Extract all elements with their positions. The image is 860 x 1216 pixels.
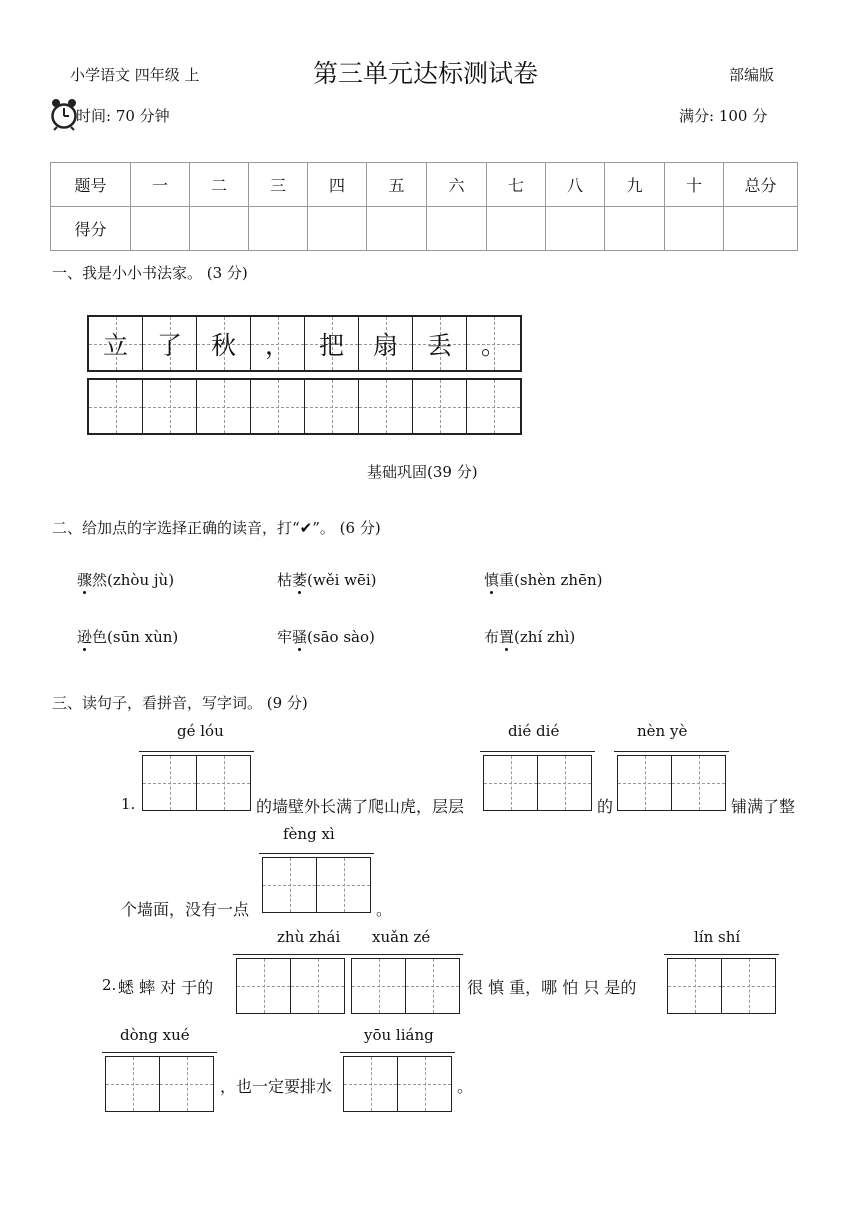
pinyin-hint: dié dié: [508, 722, 560, 740]
sentence-text: 铺满了整: [731, 797, 796, 816]
score-header-cell: 一: [131, 163, 190, 207]
pinyin-hint: yōu liáng: [364, 1026, 434, 1044]
answer-cell[interactable]: [143, 756, 197, 810]
sentence-text: 个墙面，没有一点: [121, 900, 250, 919]
score-header-cell: 四: [308, 163, 367, 207]
practice-cell[interactable]: [305, 380, 359, 433]
answer-box-nen-ye[interactable]: [617, 755, 726, 811]
score-cell[interactable]: [190, 207, 249, 251]
practice-cell[interactable]: [413, 380, 467, 433]
model-char-cell: 扇: [359, 317, 413, 370]
calligraphy-model-grid: [87, 315, 522, 372]
answer-cell[interactable]: [160, 1057, 213, 1111]
pinyin-choice-item[interactable]: 骤然(zhòu jù): [77, 571, 175, 589]
answer-cell[interactable]: [344, 1057, 398, 1111]
model-char-cell: 了: [143, 317, 197, 370]
pinyin-choice-item[interactable]: 枯萎(wěi wēi): [277, 571, 377, 589]
score-header-cell: 题号: [51, 163, 131, 207]
model-char-cell: 。: [467, 317, 520, 370]
score-cell[interactable]: [249, 207, 308, 251]
sentence-text: ，也一定要排水: [220, 1077, 333, 1096]
model-char-cell: ，: [251, 317, 305, 370]
score-cell[interactable]: [724, 207, 798, 251]
pinyin-hint: xuǎn zé: [372, 928, 431, 946]
clock-icon: [50, 97, 78, 135]
calligraphy-practice-grid[interactable]: [87, 378, 522, 435]
answer-cell[interactable]: [672, 756, 725, 810]
pinyin-choice-item[interactable]: 布置(zhí zhì): [484, 628, 576, 646]
score-cell[interactable]: [665, 207, 724, 251]
score-header-cell: 二: [190, 163, 249, 207]
answer-cell[interactable]: [291, 959, 344, 1013]
full-score: 满分: 100 分: [679, 107, 768, 125]
answer-cell[interactable]: [237, 959, 291, 1013]
score-header-cell: 总分: [724, 163, 798, 207]
answer-cell[interactable]: [398, 1057, 451, 1111]
answer-cell[interactable]: [352, 959, 406, 1013]
answer-cell[interactable]: [406, 959, 459, 1013]
model-char-cell: 把: [305, 317, 359, 370]
sentence-text: 的: [597, 797, 614, 816]
answer-box-you-liang[interactable]: [343, 1056, 452, 1112]
pinyin-choice-item[interactable]: 牢骚(sāo sào): [277, 628, 375, 646]
score-header-cell: 三: [249, 163, 308, 207]
score-table-score-row: [51, 207, 798, 251]
score-cell[interactable]: [605, 207, 665, 251]
pinyin-hint: gé lóu: [177, 722, 224, 740]
answer-box-dong-xue[interactable]: [105, 1056, 214, 1112]
answer-box-feng-xi[interactable]: [262, 857, 371, 913]
subject-grade: 小学语文 四年级 上: [70, 66, 200, 84]
answer-box-xuan-ze[interactable]: [351, 958, 460, 1014]
model-char-cell: 立: [89, 317, 143, 370]
question-2-title: 二、给加点的字选择正确的读音，打“✔”。 (6 分): [52, 519, 381, 537]
time-limit: 时间: 70 分钟: [76, 107, 170, 125]
model-char-cell: 秋: [197, 317, 251, 370]
sentence-text: 很 慎 重，哪 怕 只 是的: [467, 978, 637, 997]
practice-cell[interactable]: [197, 380, 251, 433]
answer-cell[interactable]: [538, 756, 591, 810]
score-cell[interactable]: [367, 207, 427, 251]
practice-cell[interactable]: [143, 380, 197, 433]
practice-cell[interactable]: [467, 380, 520, 433]
question-3-title: 三、读句子，看拼音，写字词。 (9 分): [52, 694, 308, 712]
answer-cell[interactable]: [722, 959, 775, 1013]
score-cell[interactable]: [308, 207, 367, 251]
section-heading-base: 基础巩固(39 分): [367, 463, 478, 481]
pinyin-hint: lín shí: [694, 928, 741, 946]
pinyin-hint: fèng xì: [283, 825, 335, 843]
practice-cell[interactable]: [89, 380, 143, 433]
score-table: [50, 162, 798, 251]
sentence-number: 1.: [121, 795, 136, 813]
score-table-header-row: [51, 163, 798, 207]
score-header-cell: 十: [665, 163, 724, 207]
score-row-label: 得分: [51, 207, 131, 251]
answer-box-die-die[interactable]: [483, 755, 592, 811]
model-char-cell: 丢: [413, 317, 467, 370]
pinyin-hint: nèn yè: [637, 722, 688, 740]
score-header-cell: 五: [367, 163, 427, 207]
practice-cell[interactable]: [359, 380, 413, 433]
score-header-cell: 九: [605, 163, 665, 207]
answer-cell[interactable]: [263, 858, 317, 912]
score-cell[interactable]: [427, 207, 487, 251]
pinyin-choice-item[interactable]: 逊色(sūn xùn): [77, 628, 179, 646]
answer-cell[interactable]: [106, 1057, 160, 1111]
answer-cell[interactable]: [317, 858, 370, 912]
answer-box-lin-shi[interactable]: [667, 958, 776, 1014]
sentence-text: 蟋 蟀 对 于的: [118, 978, 214, 997]
score-header-cell: 六: [427, 163, 487, 207]
sentence-number: 2.: [102, 976, 117, 994]
answer-cell[interactable]: [668, 959, 722, 1013]
answer-box-ge-lou[interactable]: [142, 755, 251, 811]
pinyin-choice-item[interactable]: 慎重(shèn zhēn): [484, 571, 603, 589]
practice-cell[interactable]: [251, 380, 305, 433]
answer-cell[interactable]: [618, 756, 672, 810]
sentence-text: 。: [457, 1077, 474, 1096]
question-1-title: 一、我是小小书法家。 (3 分): [52, 264, 248, 282]
score-cell[interactable]: [546, 207, 605, 251]
score-header-cell: 七: [487, 163, 546, 207]
pinyin-hint: zhù zhái: [277, 928, 341, 946]
pinyin-hint: dòng xué: [120, 1026, 190, 1044]
answer-cell[interactable]: [197, 756, 250, 810]
edition-label: 部编版: [729, 66, 775, 84]
page-title: 第三单元达标测试卷: [313, 59, 539, 88]
score-cell[interactable]: [487, 207, 546, 251]
sentence-text: 。: [376, 900, 393, 919]
answer-box-zhu-zhai[interactable]: [236, 958, 345, 1014]
score-cell[interactable]: [131, 207, 190, 251]
answer-cell[interactable]: [484, 756, 538, 810]
sentence-text: 的墙壁外长满了爬山虎，层层: [256, 797, 465, 816]
score-header-cell: 八: [546, 163, 605, 207]
